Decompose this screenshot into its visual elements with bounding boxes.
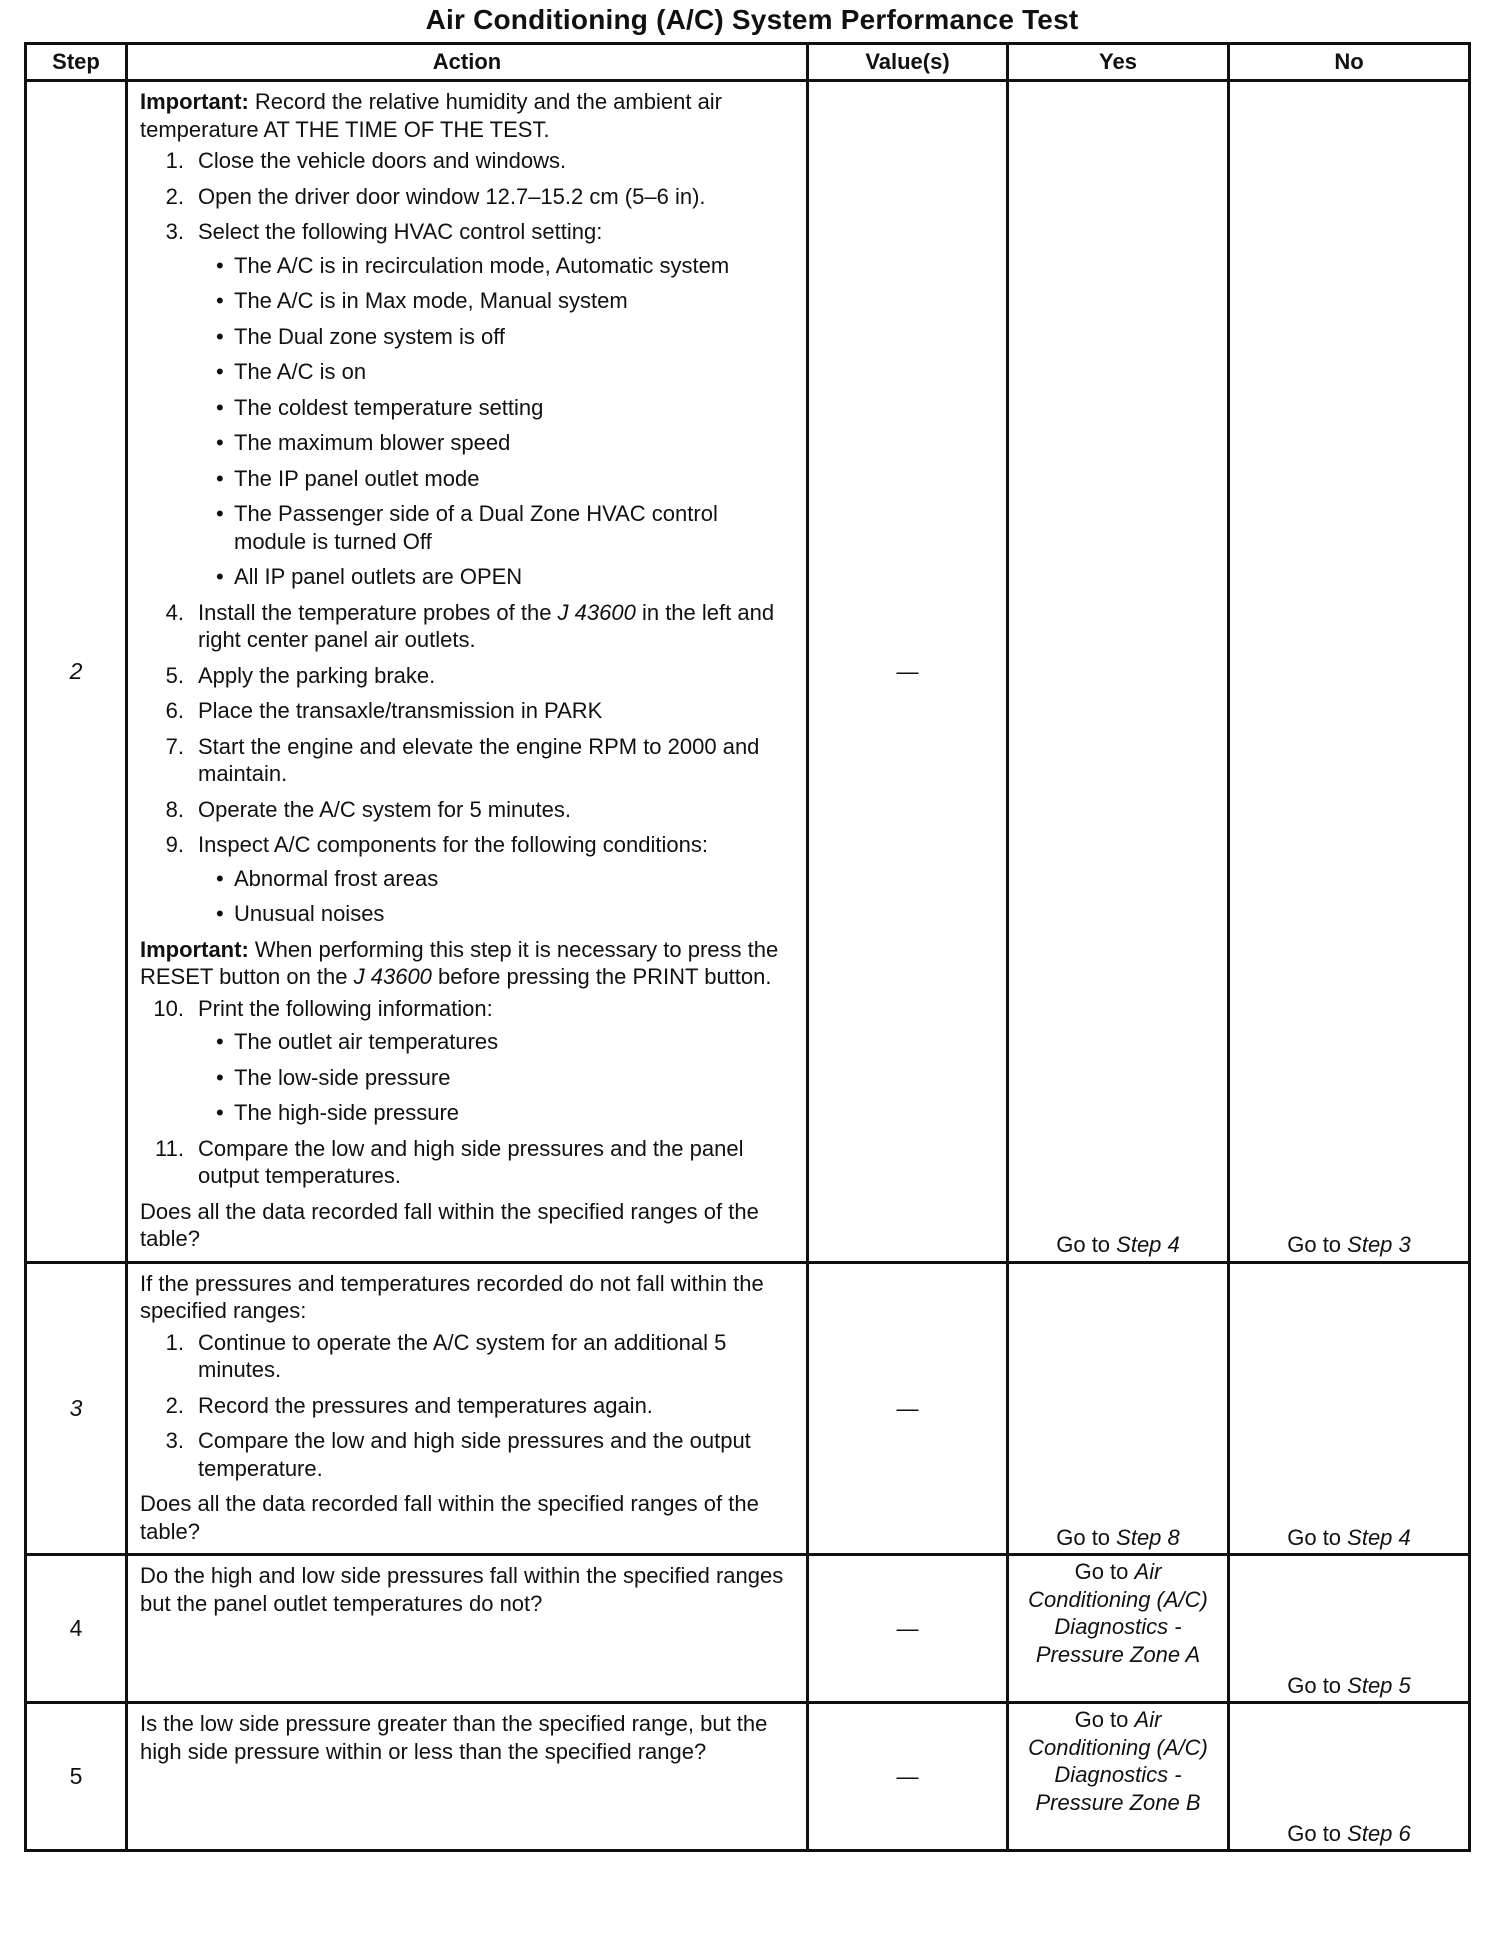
step-number: 3 [26,1262,127,1555]
list-item: 2. Open the driver door window 12.7–15.2 cm (5–6 in). [165,183,706,209]
yes-link[interactable]: Air Conditioning (A/C) Diagnostics - Pressure Zone B [1028,1707,1208,1815]
no-cell[interactable]: Go to Step 3 [1229,81,1470,1263]
list-item: 11. Compare the low and high side pressures and the panel output temperatures. [155,1135,744,1188]
step-number: 4 [26,1555,127,1703]
action-cell [127,1262,808,1555]
yes-cell[interactable]: Go to Air Conditioning (A/C) Diagnostics - Pressure Zone B [1008,1703,1229,1851]
list-item: 6. Place the transaxle/transmission in PARK [165,698,603,723]
procedure-list [140,147,796,928]
question-text: Does all the data recorded fall within the specified ranges of the table? [140,1491,759,1544]
yes-link[interactable]: Air Conditioning (A/C) Diagnostics - Pressure Zone A [1028,1559,1208,1667]
list-item: • Unusual noises [198,900,796,928]
no-cell[interactable]: Go to Step 4 [1229,1262,1470,1555]
list-item: • The A/C is in recirculation mode, Automatic system [198,252,796,280]
no-cell[interactable]: Go to Step 5 [1229,1555,1470,1703]
list-item: • The Passenger side of a Dual Zone HVAC control module is turned Off [198,500,796,555]
header-step: Step [26,44,127,81]
list-item: • The coldest temperature setting [198,394,796,422]
header-action: Action [127,44,808,81]
list-item: 5. Apply the parking brake. [165,662,436,688]
list-item: 8. Operate the A/C system for 5 minutes. [165,796,571,822]
no-link[interactable]: Step 4 [1347,1524,1411,1550]
list-item: • The high-side pressure [198,1099,796,1127]
value-cell: — [808,1555,1008,1703]
important-note: Important: When performing this step it is necessary to press the RESET button on the J 43600 before pressing the PRINT button. [140,936,779,989]
conditions-list [198,865,796,928]
list-item: • The low-side pressure [198,1064,796,1092]
list-item: • The Dual zone system is off [198,323,796,351]
procedure-list [140,995,796,1190]
no-link[interactable]: Step 5 [1347,1672,1411,1698]
hvac-settings-list [198,252,796,591]
list-item: 10. Print the following information: • The outlet air temperatures • The low-side pressure • The high-side pressure [140,995,796,1127]
list-item: • The A/C is on [198,358,796,386]
list-item: 9. Inspect A/C components for the following conditions: • Abnormal frost areas • Unusual noises [140,831,796,928]
yes-cell[interactable]: Go to Step 8 [1008,1262,1229,1555]
step-number: 5 [26,1703,127,1851]
list-item: • The outlet air temperatures [198,1028,796,1056]
action-cell [127,1703,808,1851]
step-number: 2 [26,81,127,1263]
list-item: • The A/C is in Max mode, Manual system [198,287,796,315]
no-link[interactable]: Step 6 [1347,1820,1411,1846]
intro-text: If the pressures and temperatures recorded do not fall within the specified ranges: [140,1270,764,1323]
list-item: • The maximum blower speed [198,429,796,457]
no-link[interactable]: Step 3 [1347,1232,1411,1257]
procedure-table [24,42,1471,1852]
list-item: 3. Select the following HVAC control setting: • The A/C is in recirculation mode, Automatic system • The A/C is in Max mode, Manual system • The Dual zone system is off • The A/C is on • The coldest temperature setting • The maximum blower speed • The IP panel outlet mode • The Passenger side of a Dual Zone HVAC control module is turned Off • All IP panel outlets are OPEN [140,218,796,591]
list-item: • All IP panel outlets are OPEN [198,563,796,591]
action-cell [127,1555,808,1703]
important-note: Important: Record the relative humidity and the ambient air temperature AT THE TIME OF THE TEST. [140,89,723,142]
question-text: Is the low side pressure greater than the specified range, but the high side pressure within or less than the specified range? [140,1711,768,1764]
value-cell: — [808,81,1008,1263]
list-item: 1. Continue to operate the A/C system for an additional 5 minutes. [165,1329,727,1382]
value-cell: — [808,1703,1008,1851]
question-text: Do the high and low side pressures fall within the specified ranges but the panel outlet temperatures do not? [140,1563,784,1616]
header-yes: Yes [1008,44,1229,81]
table-row-step-3 [26,1262,1470,1555]
table-header-row [26,44,1470,81]
yes-link[interactable]: Step 4 [1116,1232,1180,1257]
list-item: 3. Compare the low and high side pressures and the output temperature. [165,1428,751,1481]
list-item: 2. Record the pressures and temperatures again. [165,1392,653,1418]
table-row-step-2 [26,81,1470,1263]
list-item: • Abnormal frost areas [198,865,796,893]
action-cell [127,81,808,1263]
question-text: Does all the data recorded fall within the specified ranges of the table? [140,1198,759,1251]
yes-link[interactable]: Step 8 [1116,1524,1180,1550]
table-row-step-4 [26,1555,1470,1703]
yes-cell[interactable]: Go to Step 4 [1008,81,1229,1263]
list-item: 4. Install the temperature probes of the J 43600 in the left and right center panel air outlets. [165,599,775,652]
tool-ref: J 43600 [557,599,636,625]
list-item: 1. Close the vehicle doors and windows. [165,148,567,173]
header-no: No [1229,44,1470,81]
list-item: • The IP panel outlet mode [198,465,796,493]
value-cell: — [808,1262,1008,1555]
print-items-list [198,1028,796,1127]
table-row-step-5 [26,1703,1470,1851]
yes-cell[interactable]: Go to Air Conditioning (A/C) Diagnostics - Pressure Zone A [1008,1555,1229,1703]
list-item: 7. Start the engine and elevate the engine RPM to 2000 and maintain. [165,733,760,786]
no-cell[interactable]: Go to Step 6 [1229,1703,1470,1851]
page-title: Air Conditioning (A/C) System Performance Test [425,4,1079,35]
procedure-list [140,1329,796,1483]
header-values: Value(s) [808,44,1008,81]
